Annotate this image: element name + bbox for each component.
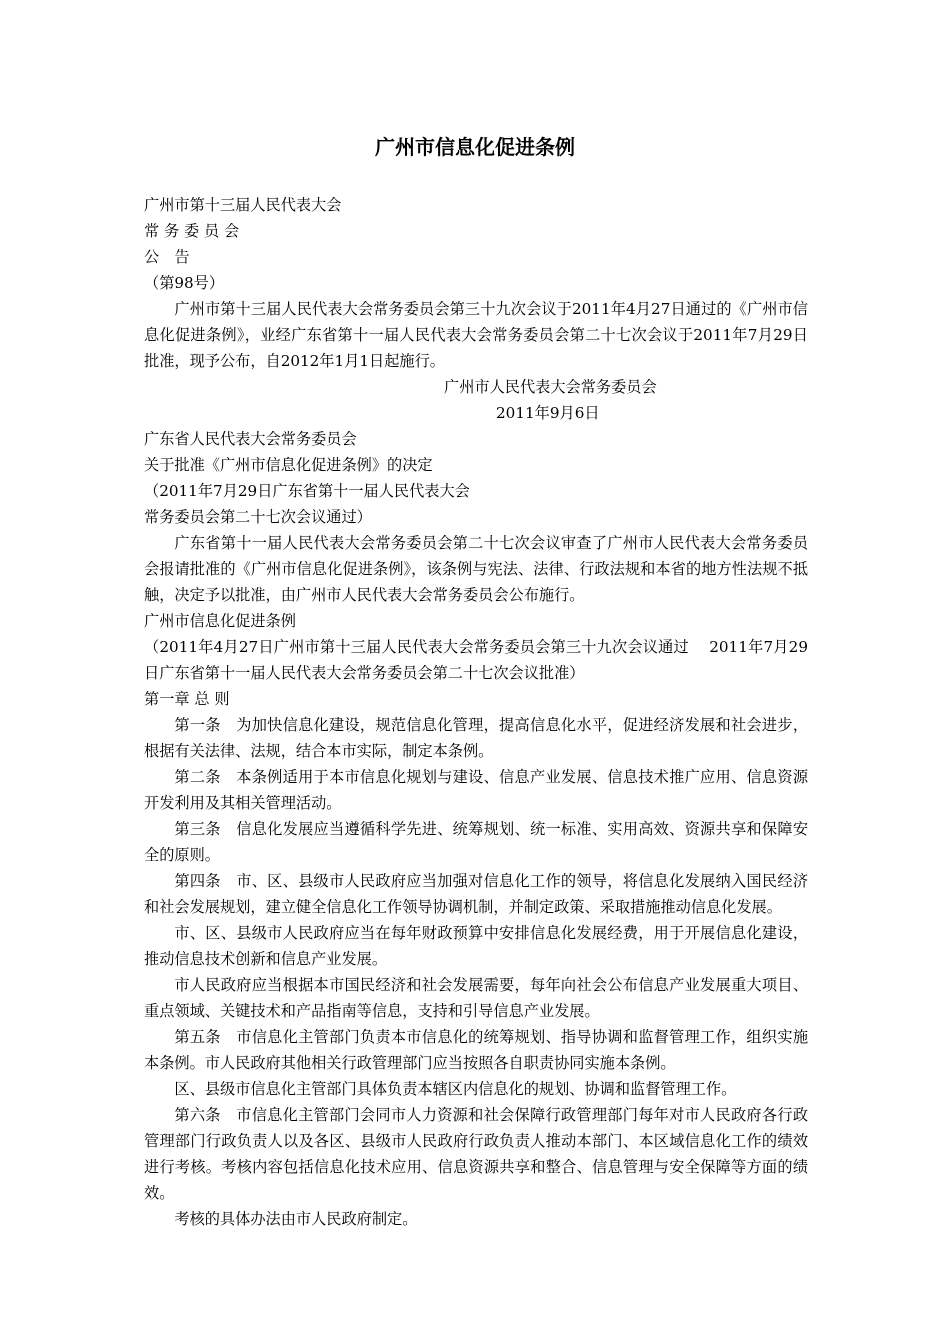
article-paragraph: 第一条 为加快信息化建设，规范信息化管理，提高信息化水平，促进经济发展和社会进步，根据有关法律、法规，结合本市实际，制定本条例。 — [144, 716, 808, 760]
announcement-number: （第98号） — [144, 274, 225, 292]
decision-text: 广东省第十一届人民代表大会常务委员会第二十七次会议审查了广州市人民代表大会常务委员会报请批准的《广州市信息化促进条例》，该条例与宪法、法律、行政法规和本省的地方性法规不抵触，决定予以批准，由广州市人民代表大会常务委员会公布施行。 — [144, 534, 808, 604]
decision-title: 关于批准《广州市信息化促进条例》的决定 — [144, 456, 433, 474]
article-paragraph: 区、县级市信息化主管部门具体负责本辖区内信息化的规划、协调和监督管理工作。 — [174, 1080, 737, 1098]
announcement-text: 广州市第十三届人民代表大会常务委员会第三十九次会议于2011年4月27日通过的《广州市信息化促进条例》，业经广东省第十一届人民代表大会常务委员会第二十七次会议于2011年7月29日批准，现予公布，自2012年1月1日起施行。 — [144, 300, 808, 370]
article-paragraph: 市人民政府应当根据本市国民经济和社会发展需要，每年向社会公布信息产业发展重大项目、重点领域、关键技术和产品指南等信息，支持和引导信息产业发展。 — [144, 976, 808, 1020]
article-paragraph: 市、区、县级市人民政府应当在每年财政预算中安排信息化发展经费，用于开展信息化建设，推动信息技术创新和信息产业发展。 — [144, 924, 808, 968]
decision-note-line1: （2011年7月29日广东省第十一届人民代表大会 — [144, 482, 470, 500]
document-body — [144, 192, 808, 1232]
chapter-heading: 第一章 总 则 — [144, 690, 230, 708]
decision-note-line2: 常务委员会第二十七次会议通过） — [144, 508, 372, 526]
announcement-signer: 广州市人民代表大会常务委员会 — [444, 378, 657, 396]
article-paragraph: 第四条 市、区、县级市人民政府应当加强对信息化工作的领导，将信息化发展纳入国民经济和社会发展规划，建立健全信息化工作领导协调机制，并制定政策、采取措施推动信息化发展。 — [144, 872, 808, 916]
article-paragraph: 第五条 市信息化主管部门负责本市信息化的统筹规划、指导协调和监督管理工作，组织实施本条例。市人民政府其他相关行政管理部门应当按照各自职责协同实施本条例。 — [144, 1028, 808, 1072]
announcement-issuer-line1: 广州市第十三届人民代表大会 — [144, 196, 342, 214]
decision-issuer: 广东省人民代表大会常务委员会 — [144, 430, 357, 448]
announcement-issuer-line2: 常 务 委 员 会 — [144, 222, 240, 240]
document-title: 广州市信息化促进条例 — [375, 135, 575, 159]
regulation-name: 广州市信息化促进条例 — [144, 612, 296, 630]
article-paragraph: 第二条 本条例适用于本市信息化规划与建设、信息产业发展、信息技术推广应用、信息资源开发利用及其相关管理活动。 — [144, 768, 808, 812]
regulation-note: （2011年4月27日广州市第十三届人民代表大会常务委员会第三十九次会议通过 2011年7月29日广东省第十一届人民代表大会常务委员会第二十七次会议批准） — [144, 638, 808, 682]
article-paragraph: 第三条 信息化发展应当遵循科学先进、统筹规划、统一标准、实用高效、资源共享和保障安全的原则。 — [144, 820, 808, 864]
article-paragraph: 第六条 市信息化主管部门会同市人力资源和社会保障行政管理部门每年对市人民政府各行政管理部门行政负责人以及各区、县级市人民政府行政负责人推动本部门、本区域信息化工作的绩效进行考核。考核内容包括信息化技术应用、信息资源共享和整合、信息管理与安全保障等方面的绩效。 — [144, 1106, 808, 1202]
article-paragraph: 考核的具体办法由市人民政府制定。 — [174, 1210, 418, 1228]
announcement-date: 2011年9月6日 — [496, 404, 600, 422]
announcement-label: 公 告 — [144, 248, 190, 266]
